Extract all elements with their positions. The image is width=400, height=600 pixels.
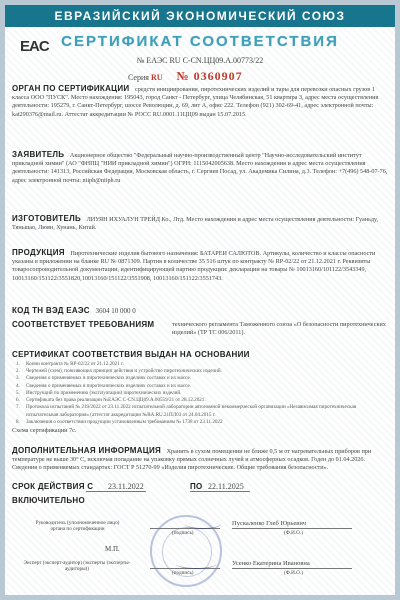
fio-caption: (Ф.И.О.) <box>284 570 303 576</box>
serial-label: Серия <box>128 73 149 82</box>
validity-from-date: 23.11.2022 <box>108 482 144 491</box>
serial-number: № 0360907 <box>176 69 243 83</box>
mp-label: М.П. <box>105 545 120 553</box>
date-underline <box>190 491 250 492</box>
list-item: 7. Протокола испытаний № 219/2022 от 23.11.2022 испытательной лаборатории автономной некоммерческой организации «Независимая пиротехническая испытательная лаборатория» (аттестат аккредитации №RA.RU.21ПЛ03 от 24.04.2015 г. <box>16 404 357 418</box>
applicant-text: Акционерное общество "Федеральный научно-производственный центр "Научно-исследовательский институт прикладной химии" (АО "ФНПЦ "НИИ прикладной химии") ОГРН: 1115042005638. Место нахождения и адрес места осуществления деятельности: 141313, Российская Федерация, Московская область, г. Сергиев Посад, ул. Академика Силина, д.3. Телефон: +7(496) 548-07-76, адрес электронной почты: niiph@niiph.ru <box>12 152 388 184</box>
basis-heading: СЕРТИФИКАТ СООТВЕТСТВИЯ ВЫДАН НА ОСНОВАНИИ <box>12 350 250 359</box>
tnved-heading: КОД ТН ВЭД ЕАЭС <box>12 306 90 315</box>
tnved-section <box>12 306 388 316</box>
basis-section <box>12 350 388 435</box>
list-item: 5. Инструкций по применению (эксплуатации) пиротехнических изделий. <box>16 389 182 396</box>
tnved-value: 3604 10 000 0 <box>95 307 136 315</box>
validity-from-label: СРОК ДЕЙСТВИЯ С <box>12 482 94 491</box>
union-banner: ЕВРАЗИЙСКИЙ ЭКОНОМИЧЕСКИЙ СОЮЗ <box>5 5 395 27</box>
head-signature <box>185 519 221 529</box>
applicant-heading: ЗАЯВИТЕЛЬ <box>12 150 65 159</box>
list-item: 6. Сертификата без права реализации №ЕАЭС С-СN.ЦЦ09.А.00559/21 от 28.12.2021. <box>16 397 206 404</box>
basis-list <box>12 361 388 426</box>
certificate-number: № ЕАЭС RU С-CN.ЦЦ09.А.00773/22 <box>136 56 264 65</box>
eac-logo: EAC <box>20 38 49 55</box>
conformity-heading: СООТВЕТСТВУЕТ ТРЕБОВАНИЯМ <box>12 320 155 329</box>
fio-caption: (Ф.И.О.) <box>284 530 303 536</box>
manufacturer-heading: ИЗГОТОВИТЕЛЬ <box>12 214 82 223</box>
certificate-title: СЕРТИФИКАТ СООТВЕТСТВИЯ <box>61 33 339 50</box>
applicant-section <box>12 150 388 185</box>
expert-name: Усенко Екатерина Ивановна <box>232 560 310 567</box>
additional-section <box>12 446 388 473</box>
organ-section <box>12 84 388 119</box>
name-line <box>232 568 352 569</box>
product-heading: ПРОДУКЦИЯ <box>12 248 65 257</box>
sig-caption: (подпись) <box>172 570 194 576</box>
serial-series: RU <box>150 73 163 82</box>
product-section <box>12 248 388 283</box>
scheme-text: Схема сертификации 7с. <box>12 426 77 434</box>
list-item: 1. Копии контракта № RP-02/22 от 21.12.2021 г. <box>16 361 124 367</box>
validity-to-label: ПО <box>190 482 203 491</box>
manufacturer-section <box>12 214 388 232</box>
additional-text: Хранить в сухом помещении не ближе 0,5 м от нагревательных приборов при температуре не выше 30° С, исключая попадание на упаковку прямых солнечных лучей и атмосферных осадков. Годен до 01.04.2026. Сведения о применяемых стандартах: ГОСТ Р 51270-99 «Изделия пиротехнические. Общие требования безопасности». <box>12 448 372 472</box>
validity-to-date: 22.11.2025 <box>208 482 244 491</box>
list-item: 2. Чертежей (схем), поясняющих принцип действия и устройство пиротехнических изделий. <box>16 368 222 375</box>
name-line <box>232 528 352 529</box>
expert-signature <box>176 559 216 569</box>
organ-heading: ОРГАН ПО СЕРТИФИКАЦИИ <box>12 84 130 93</box>
serial-line <box>128 69 243 84</box>
additional-heading: ДОПОЛНИТЕЛЬНАЯ ИНФОРМАЦИЯ <box>12 446 162 455</box>
manufacturer-text: ЛИУЯН ИХУАЛУН ТРЕЙД Ко., Лтд. Место нахождения и адрес места осуществления деятельности: Гуаньду, Тяньшао, Люян, Хунань, Китай. <box>12 216 379 232</box>
list-item: 4. Сведения о применяемых в пиротехнических изделиях составах и их массе. <box>16 382 191 389</box>
sig-caption: (подпись) <box>172 530 194 536</box>
organ-text: средств инициирования, пиротехнических изделий и тары для перевозки опасных грузов 1 класса ООО "ПУСК". Место нахождения: 195043, город Санкт - Петербург, улица Челябинская, 51 квартира 3, адрес места осуществления деятельности: 195279, г. Санкт-Петербург, шоссе Революции, д. 69, лит А, офис 222. Телефон (921) 302-69-41, адрес электронной почты: kat290376@mail.ru. Аттестат аккредитации № РОСС RU.0001.11ЦЦ09 выдан 15.07.2015. <box>12 86 379 118</box>
validity-inclusive: ВКЛЮЧИТЕЛЬНО <box>12 496 85 505</box>
head-name: Пускаленко Глеб Юрьевич <box>232 520 307 527</box>
conformity-text: технического регламента Таможенного союза «О безопасности пиротехнических изделий» (ТР ТС 006/2011). <box>172 321 386 337</box>
expert-label: Эксперт (эксперт-аудитор) (эксперты (эксперты-аудиторы)) <box>23 560 131 573</box>
head-label: Руководитель (уполномоченное лицо) органа по сертификации <box>35 520 120 533</box>
list-item: 8. Заключения о соответствии продукции установленным требованиям № 1738 от 23.11.2022 <box>16 418 223 425</box>
date-underline <box>86 491 146 492</box>
list-item: 3. Сведения о применяемых в пиротехнических изделиях составах и их массе. <box>16 375 191 382</box>
product-text: Пиротехнические изделия бытового назначения: БАТАРЕИ САЛЮТОВ. Артикулы, количество и классы опасности указаны в приложении на бланке RU № 0871309. Партия в количестве 35 516 штук по контракту № RP-02/22 от 21.12.2021 г. Реквизиты товаросопроводительной документации, идентифицирующей партию продукции: декларации на товары № 10013160/101122/3543349, 10013160/151122/3551820,10013160/151122/3551908, 10013160/151122/3551743. <box>12 250 376 282</box>
